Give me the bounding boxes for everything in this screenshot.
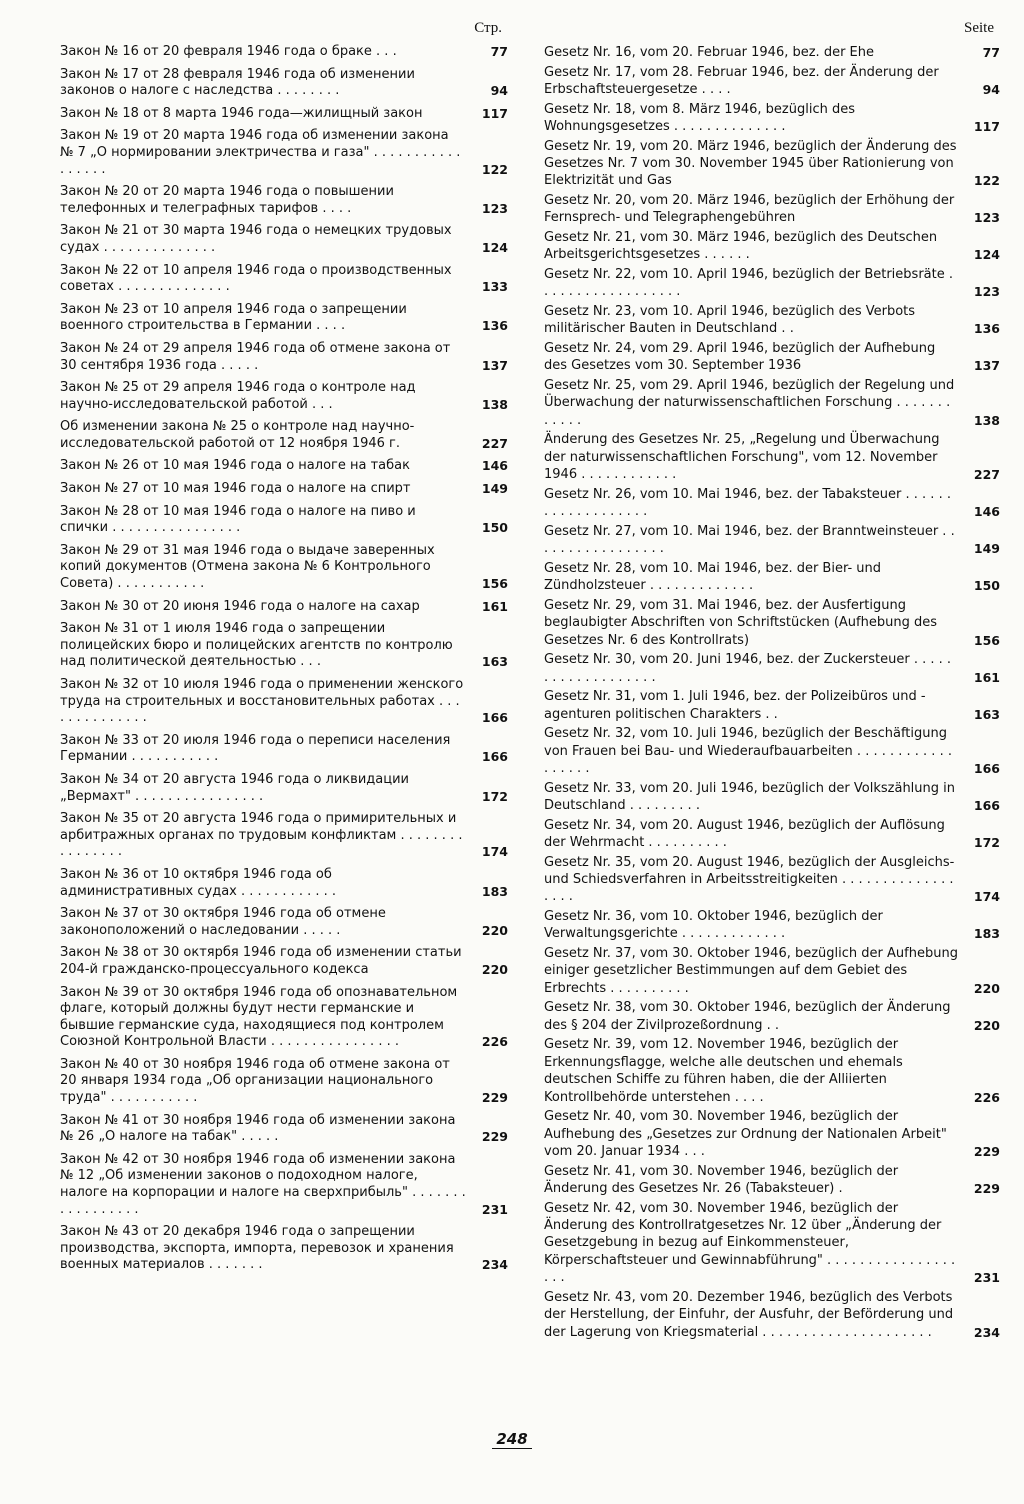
toc-entry-title: Gesetz Nr. 42, vom 30. November 1946, bezüglich der Änderung des Kontrollratgesetzes Nr. 12 über „Änderung der Gesetzgebung in bezug auf Einkommensteuer, Körperschaftsteuer und Gewinnabführung" . . . . . . . . . . . . . . . . . . . [544, 1200, 956, 1286]
toc-entry [60, 945, 508, 978]
toc-entry-title: Закон № 19 от 20 марта 1946 года об изменении закона № 7 „О нормировании электричества и газа" . . . . . . . . . . . . . . . . . [60, 128, 461, 177]
toc-entry-page: 117 [973, 119, 1000, 134]
toc-entry-page: 122 [973, 173, 1000, 189]
toc-entry [60, 985, 508, 1051]
german-page-header [544, 20, 1000, 44]
toc-entry [544, 1108, 1000, 1160]
toc-entry-title: Gesetz Nr. 30, vom 20. Juni 1946, bez. der Zuckersteuer . . . . . . . . . . . . . . . . . . . [544, 652, 952, 685]
toc-entry-page: 227 [973, 467, 1000, 483]
russian-page-header-label: Стр. [474, 20, 502, 36]
toc-entry [544, 523, 1000, 558]
toc-entry [60, 543, 508, 593]
toc-entry-page: 77 [490, 44, 508, 59]
toc-entry [544, 1036, 1000, 1106]
toc-entry [544, 908, 1000, 943]
toc-entry-title: Gesetz Nr. 36, vom 10. Oktober 1946, bezüglich der Verwaltungsgerichte . . . . . . . . . . . . . [544, 909, 883, 942]
toc-entry [60, 128, 508, 178]
toc-entry [60, 504, 508, 537]
toc-entry [60, 44, 508, 61]
toc-entry-page: 138 [973, 412, 1000, 428]
toc-entry [544, 192, 1000, 227]
toc-entry [60, 458, 508, 475]
toc-entry-page: 122 [481, 161, 508, 177]
page-footer [0, 1430, 1024, 1449]
toc-entry-page: 163 [481, 654, 508, 670]
toc-entry [544, 101, 1000, 136]
toc-entry [544, 377, 1000, 429]
toc-entry [544, 651, 1000, 686]
toc-entry-title: Gesetz Nr. 24, vom 29. April 1946, bezüglich der Aufhebung des Gesetzes vom 30. September 1936 [544, 341, 936, 374]
toc-entry [544, 229, 1000, 264]
toc-entry-page: 124 [481, 239, 508, 255]
toc-entry [544, 597, 1000, 649]
toc-entry-page: 136 [481, 318, 508, 334]
toc-entry [544, 44, 1000, 61]
toc-entry-title: Закон № 41 от 30 ноября 1946 года об изменении закона № 26 „О налоге на табак" . . . . . [60, 1112, 456, 1145]
toc-entry-page: 133 [481, 279, 508, 295]
toc-entry-page: 163 [973, 706, 1000, 722]
toc-entry-title: Gesetz Nr. 29, vom 31. Mai 1946, bez. der Ausfertigung beglaubigter Abschriften von Schriftstücken (Aufhebung des Gesetzes Nr. 6 des Kontrollrats) [544, 597, 937, 648]
toc-entry-page: 146 [481, 458, 508, 474]
toc-entry-page: 137 [481, 357, 508, 373]
toc-entry [544, 303, 1000, 338]
toc-entry [60, 1057, 508, 1107]
toc-entry-page: 166 [481, 749, 508, 765]
toc-entry-title: Gesetz Nr. 31, vom 1. Juli 1946, bez. der Polizeibüros und -agenturen politischen Charakters . . [544, 689, 926, 722]
toc-entry-page: 146 [973, 504, 1000, 520]
toc-entry-page: 183 [973, 926, 1000, 942]
toc-entry-title: Gesetz Nr. 25, vom 29. April 1946, bezüglich der Regelung und Überwachung der naturwissenschaftlichen Forschung . . . . . . . . . . . . [544, 378, 955, 428]
toc-entry-title: Gesetz Nr. 28, vom 10. Mai 1946, bez. der Bier- und Zündholzsteuer . . . . . . . . . . . . . [544, 560, 882, 594]
russian-entry-list [60, 44, 508, 1274]
toc-entry [544, 486, 1000, 521]
toc-entry [544, 1163, 1000, 1198]
toc-entry [544, 64, 1000, 99]
toc-entry [60, 599, 508, 616]
toc-entry [544, 817, 1000, 852]
toc-entry-title: Gesetz Nr. 41, vom 30. November 1946, bezüglich der Änderung des Gesetzes Nr. 26 (Tabaksteuer) . [544, 1163, 899, 1197]
toc-entry [60, 263, 508, 296]
toc-entry-title: Gesetz Nr. 18, vom 8. März 1946, bezüglich des Wohnungsgesetzes . . . . . . . . . . . . . . [544, 101, 855, 134]
toc-entry-page: 231 [481, 1201, 508, 1217]
toc-entry-page: 166 [481, 710, 508, 726]
toc-entry-page: 226 [973, 1089, 1000, 1105]
toc-entry-page: 149 [481, 481, 508, 497]
toc-entry-page: 231 [973, 1270, 1000, 1286]
toc-entry-title: Закон № 38 от 30 октярбя 1946 года об изменении статьи 204-й гражданско-процессуального кодекса [60, 945, 462, 977]
toc-entry-title: Закон № 22 от 10 апреля 1946 года о производственных советах . . . . . . . . . . . . . . [60, 262, 452, 295]
toc-entry-title: Закон № 25 от 29 апреля 1946 года о контроле над научно-исследовательской работой . . . [60, 380, 416, 412]
toc-entry [60, 184, 508, 217]
toc-entry [544, 945, 1000, 997]
page-number: 248 [492, 1430, 531, 1449]
toc-entry-title: Закон № 20 от 20 марта 1946 года о повышении телефонных и телеграфных тарифов . . . . [60, 184, 394, 216]
toc-entry [60, 481, 508, 498]
toc-entry [60, 906, 508, 939]
toc-entry [544, 688, 1000, 723]
toc-entry [60, 1113, 508, 1146]
german-entry-list [544, 44, 1000, 1341]
toc-entry-title: Gesetz Nr. 23, vom 10. April 1946, bezüglich des Verbots militärischer Bauten in Deutschland . . [544, 304, 916, 337]
toc-entry-title: Gesetz Nr. 21, vom 30. März 1946, bezüglich des Deutschen Arbeitsgerichtsgesetzes . . . . . . [544, 230, 938, 263]
toc-entry-page: 220 [973, 980, 1000, 996]
toc-entry-title: Gesetz Nr. 22, vom 10. April 1946, bezüglich der Betriebsräte . . . . . . . . . . . . . . . . . . [544, 267, 953, 300]
toc-entry-page: 123 [481, 200, 508, 216]
toc-entry-title: Закон № 18 от 8 марта 1946 года—жилищный закон [60, 105, 423, 121]
toc-entry [544, 138, 1000, 190]
toc-entry-page: 123 [973, 284, 1000, 300]
toc-entry-title: Gesetz Nr. 37, vom 30. Oktober 1946, bezüglich der Aufhebung einiger gesetzlicher Bestimmungen auf dem Gebiet des Erbrechts . . . . . . . . . . [544, 946, 958, 996]
toc-entry-title: Gesetz Nr. 17, vom 28. Februar 1946, bez. der Änderung der Erbschaftsteuergesetze . . . . [544, 64, 939, 97]
toc-entry-title: Закон № 30 от 20 июня 1946 года о налоге на сахар [60, 598, 420, 614]
toc-entry [60, 621, 508, 671]
toc-entry-title: Закон № 17 от 28 февраля 1946 года об изменении законов о налоге с наследства . . . . . . . . [60, 66, 415, 99]
toc-entry [60, 733, 508, 766]
toc-entry [544, 340, 1000, 375]
toc-entry-title: Закон № 42 от 30 ноября 1946 года об изменении закона № 12 „Об изменении законов о подоходном налоге, налоге на корпорации и налоге на сверхприбыль" . . . . . . . . . . . . . . . . . [60, 1151, 466, 1217]
toc-entry [544, 1289, 1000, 1341]
toc-entry-page: 220 [481, 961, 508, 977]
toc-entry [60, 811, 508, 861]
toc-entry [544, 560, 1000, 595]
toc-entry-title: Gesetz Nr. 26, vom 10. Mai 1946, bez. der Tabaksteuer . . . . . . . . . . . . . . . . . . . [544, 486, 951, 520]
toc-entry-title: Закон № 27 от 10 мая 1946 года о налоге на спирт [60, 481, 411, 497]
toc-entry-title: Закон № 32 от 10 июля 1946 года о применении женского труда на строительных и восстановительных работах . . . . . . . . . . . . . . [60, 677, 464, 726]
toc-entry-title: Закон № 24 от 29 апреля 1946 года об отмене закона от 30 сентября 1936 года . . . . . [60, 340, 451, 373]
toc-entry-title: Änderung des Gesetzes Nr. 25, „Regelung und Überwachung der naturwissenschaftlichen Forschung", vom 12. November 1946 . . . . . . . . . . . . [544, 432, 940, 483]
toc-entry-title: Gesetz Nr. 20, vom 20. März 1946, bezüglich der Erhöhung der Fernsprech- und Telegraphengebühren [544, 193, 955, 226]
toc-entry-page: 166 [973, 761, 1000, 777]
toc-entry-title: Закон № 39 от 30 октября 1946 года об опознавательном флаге, который должны будут нести германские и бывшие германские суда, находящиеся под контролем Союзной Контрольной Власти . . . . . . . . . . . . . . . . [60, 984, 458, 1050]
toc-entry-title: Закон № 28 от 10 мая 1946 года о налоге на пиво и спички . . . . . . . . . . . . . . . . [60, 503, 416, 536]
toc-entry-title: Закон № 23 от 10 апреля 1946 года о запрещении военного строительства в Германии . . . . [60, 301, 407, 334]
toc-entry [60, 341, 508, 374]
toc-entry [60, 380, 508, 413]
toc-entry-page: 161 [973, 669, 1000, 685]
toc-entry [60, 106, 508, 123]
toc-entry-page: 150 [481, 520, 508, 536]
toc-entry-page: 229 [481, 1090, 508, 1106]
toc-entry-title: Gesetz Nr. 35, vom 20. August 1946, bezüglich der Ausgleichs- und Schiedsverfahren in Arbeitsstreitigkeiten . . . . . . . . . . . . . . . . . . [544, 854, 955, 905]
toc-entry-title: Закон № 40 от 30 ноября 1946 года об отмене закона от 20 января 1934 года „Об организации национального труда" . . . . . . . . . . . [60, 1056, 450, 1106]
toc-entry-page: 150 [973, 578, 1000, 594]
toc-entry [544, 999, 1000, 1034]
toc-entry [60, 867, 508, 900]
toc-entry-title: Об изменении закона № 25 о контроле над научно-исследовательской работой от 12 ноября 1946 г. [60, 419, 415, 451]
toc-entry-page: 234 [973, 1324, 1000, 1340]
toc-entry-page: 234 [481, 1257, 508, 1273]
toc-entry [60, 419, 508, 452]
toc-entry-page: 138 [481, 396, 508, 412]
toc-entry [544, 266, 1000, 301]
toc-entry-title: Закон № 31 от 1 июля 1946 года о запрещении полицейских бюро и полицейских агентств по контролю над политической деятельностью . . . [60, 621, 453, 670]
toc-entry-page: 156 [973, 632, 1000, 648]
toc-entry-title: Gesetz Nr. 16, vom 20. Februar 1946, bez. der Ehe [544, 45, 875, 60]
toc-entry-page: 117 [481, 105, 508, 121]
toc-entry-title: Закон № 34 от 20 августа 1946 года о ликвидации „Вермахт" . . . . . . . . . . . . . . . . [60, 771, 409, 804]
toc-entry-title: Gesetz Nr. 38, vom 30. Oktober 1946, bezüglich der Änderung des § 204 der Zivilprozeßordnung . . [544, 1000, 951, 1033]
german-column [544, 20, 1000, 1343]
toc-entry-page: 229 [973, 1144, 1000, 1160]
toc-entry-page: 94 [982, 82, 1000, 97]
toc-entry-page: 94 [490, 83, 508, 99]
toc-entry-title: Закон № 36 от 10 октября 1946 года об административных судах . . . . . . . . . . . . [60, 866, 337, 899]
toc-entry [60, 772, 508, 805]
toc-entry-title: Gesetz Nr. 34, vom 20. August 1946, bezüglich der Auflösung der Wehrmacht . . . . . . . . . . [544, 817, 945, 851]
toc-entry [60, 223, 508, 256]
toc-entry-title: Закон № 37 от 30 октября 1946 года об отмене законоположений о наследовании . . . . . [60, 906, 386, 938]
toc-entry-title: Gesetz Nr. 32, vom 10. Juli 1946, bezüglich der Beschäftigung von Frauen bei Bau- und Wiederaufbauarbeiten . . . . . . . . . . . . . . . . . . [544, 726, 952, 777]
toc-entry [544, 725, 1000, 777]
toc-entry-title: Закон № 33 от 20 июля 1946 года о переписи населения Германии . . . . . . . . . . . [60, 732, 451, 765]
toc-entry-page: 149 [973, 541, 1000, 557]
toc-entry-page: 137 [973, 358, 1000, 374]
toc-entry [544, 1200, 1000, 1287]
toc-entry-page: 124 [973, 247, 1000, 263]
toc-entry-page: 220 [481, 922, 508, 938]
toc-entry-page: 226 [481, 1034, 508, 1050]
toc-entry-page: 229 [973, 1181, 1000, 1197]
toc-entry-title: Закон № 29 от 31 мая 1946 года о выдаче заверенных копий документов (Отмена закона № 6 Контрольного Совета) . . . . . . . . . . . [60, 542, 435, 592]
toc-entry [60, 1224, 508, 1274]
toc-entry-title: Закон № 43 от 20 декабря 1946 года о запрещении производства, экспорта, импорта, перевозок и хранения военных материалов . . . . . . . [60, 1224, 454, 1273]
toc-entry-title: Gesetz Nr. 19, vom 20. März 1946, bezüglich der Änderung des Gesetzes Nr. 7 vom 30. November 1945 über Rationierung von Elektrizität und Gas [544, 138, 957, 189]
toc-entry-page: 161 [481, 598, 508, 614]
toc-entry-page: 172 [973, 835, 1000, 851]
toc-entry-title: Закон № 21 от 30 марта 1946 года о немецких трудовых судах . . . . . . . . . . . . . . [60, 223, 452, 255]
toc-entry-page: 220 [973, 1017, 1000, 1033]
toc-entry-page: 229 [481, 1129, 508, 1145]
toc-entry-title: Закон № 16 от 20 февраля 1946 года о браке . . . [60, 44, 397, 59]
toc-entry-title: Gesetz Nr. 33, vom 20. Juli 1946, bezüglich der Volkszählung in Deutschland . . . . . . . . . [544, 780, 956, 814]
toc-entry-page: 156 [481, 576, 508, 592]
toc-entry-page: 123 [973, 210, 1000, 226]
toc-entry [60, 1152, 508, 1218]
toc-entry-page: 166 [973, 798, 1000, 814]
toc-entry-title: Gesetz Nr. 43, vom 20. Dezember 1946, bezüglich des Verbots der Herstellung, der Einfuhr, der Ausfuhr, der Beförderung und der Lagerung von Kriegsmaterial . . . . . . . . . . . . . . . . . . . . . [544, 1289, 954, 1340]
toc-entry-title: Закон № 35 от 20 августа 1946 года о примирительных и арбитражных органах по трудовым конфликтам . . . . . . . . . . . . . . . . [60, 811, 463, 860]
german-page-header-label: Seite [964, 20, 994, 36]
toc-entry-page: 174 [973, 889, 1000, 905]
toc-entry-page: 227 [481, 435, 508, 451]
toc-entry-page: 172 [481, 788, 508, 804]
toc-entry-title: Gesetz Nr. 27, vom 10. Mai 1946, bez. der Branntweinsteuer . . . . . . . . . . . . . . . . . [544, 523, 955, 557]
russian-page-header [60, 20, 508, 44]
toc-entry [60, 67, 508, 100]
toc-entry-page: 136 [973, 321, 1000, 337]
toc-entry [544, 854, 1000, 906]
toc-entry-title: Закон № 26 от 10 мая 1946 года о налоге на табак [60, 458, 410, 474]
toc-entry-title: Gesetz Nr. 40, vom 30. November 1946, bezüglich der Aufhebung des „Gesetzes zur Ordnung der Nationalen Arbeit" vom 20. Januar 1934 . . . [544, 1109, 947, 1160]
toc-entry [544, 780, 1000, 815]
toc-entry [544, 431, 1000, 483]
toc-entry-page: 174 [481, 844, 508, 860]
toc-entry-page: 77 [982, 45, 1000, 60]
toc-entry-title: Gesetz Nr. 39, vom 12. November 1946, bezüglich der Erkennungsflagge, welche alle deutschen und ehemals deutschen Schiffe zu führen haben, die der Alliierten Kontrollbehörde unterstehen . . . . [544, 1037, 903, 1105]
toc-entry [60, 677, 508, 727]
toc-entry-page: 183 [481, 883, 508, 899]
toc-entry [60, 302, 508, 335]
russian-column [60, 20, 508, 1280]
